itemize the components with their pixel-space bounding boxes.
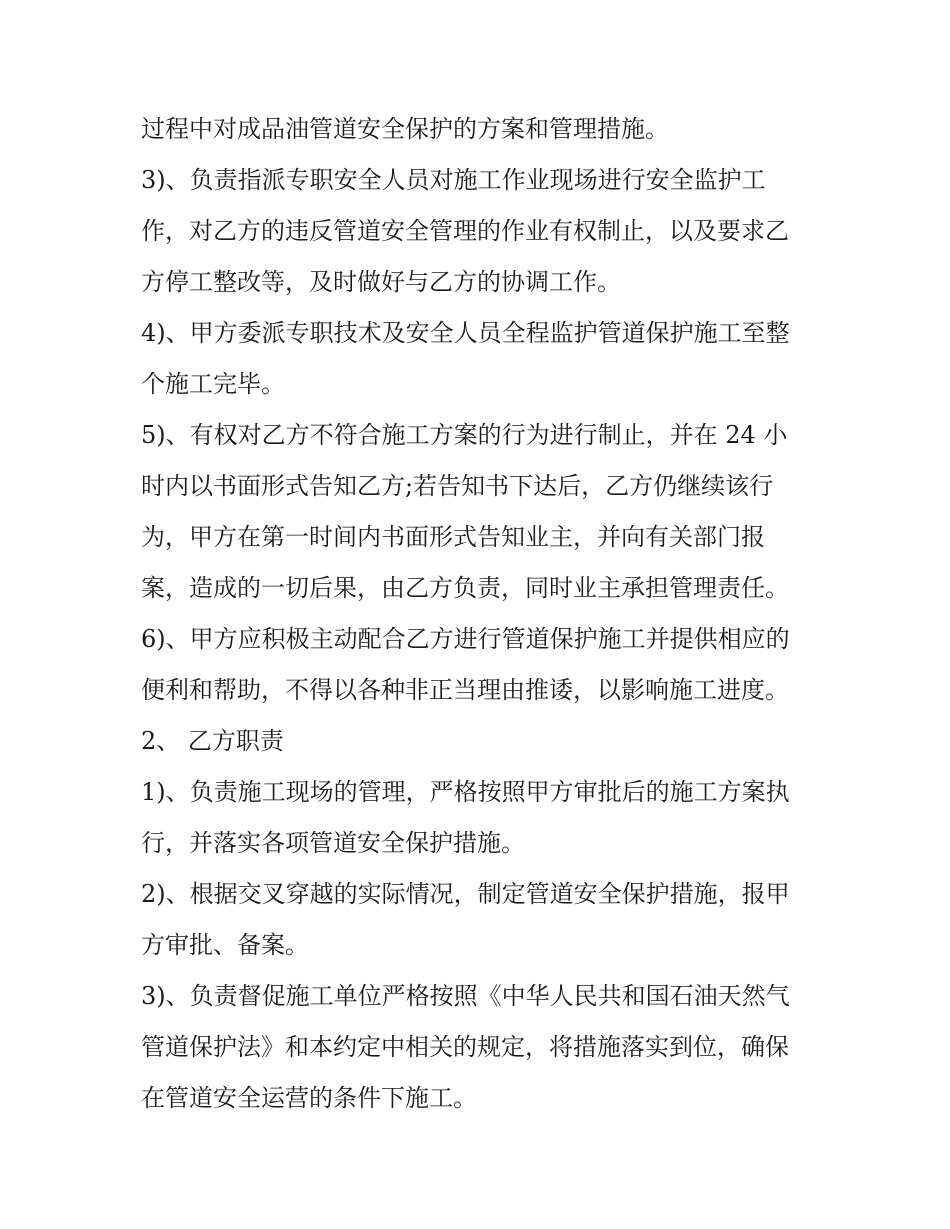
text-line: 方审批、备案。 [141,931,309,959]
text-line: 6)、甲方应积极主动配合乙方进行管道保护施工并提供相应的 [141,625,790,653]
text-line: 3)、负责督促施工单位严格按照《中华人民共和国石油天然气 [141,982,790,1010]
text-line: 4)、甲方委派专职技术及安全人员全程监护管道保护施工至整 [141,319,790,347]
text-line: 2)、根据交叉穿越的实际情况，制定管道安全保护措施，报甲 [141,880,790,908]
text-line: 3)、负责指派专职安全人员对施工作业现场进行安全监护工 [141,166,766,194]
section-heading: 2、 乙方职责 [141,727,284,755]
text-line: 便利和帮助，不得以各种非正当理由推诿，以影响施工进度。 [141,676,789,704]
text-line: 为，甲方在第一时间内书面形式告知业主，并向有关部门报 [141,523,765,551]
text-line: 管道保护法》和本约定中相关的规定，将措施落实到位，确保 [141,1033,789,1061]
text-line: 1)、负责施工现场的管理，严格按照甲方审批后的施工方案执 [141,778,790,806]
text-line: 作，对乙方的违反管道安全管理的作业有权制止，以及要求乙 [141,217,789,245]
text-line: 个施工完毕。 [141,370,285,398]
text-line: 在管道安全运营的条件下施工。 [141,1084,477,1112]
text-line: 过程中对成品油管道安全保护的方案和管理措施。 [141,115,669,143]
text-line: 5)、有权对乙方不符合施工方案的行为进行制止，并在 24 小 [141,421,788,449]
text-line: 时内以书面形式告知乙方;若告知书下达后，乙方仍继续该行 [141,472,774,500]
text-line: 案，造成的一切后果，由乙方负责，同时业主承担管理责任。 [141,574,789,602]
text-line: 行，并落实各项管道安全保护措施。 [141,829,525,857]
text-line: 方停工整改等，及时做好与乙方的协调工作。 [141,268,621,296]
